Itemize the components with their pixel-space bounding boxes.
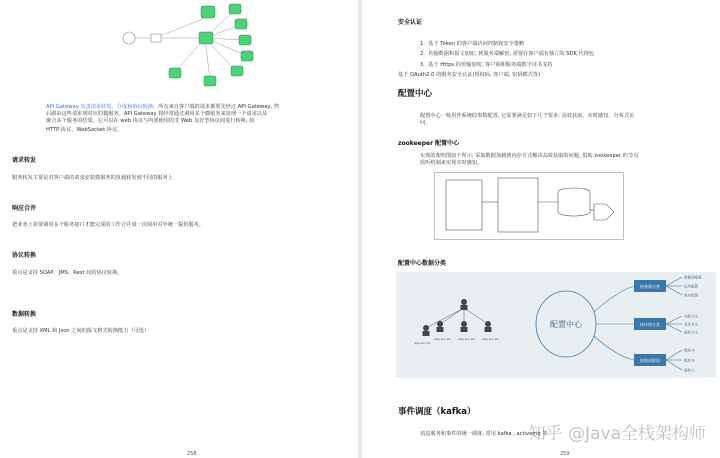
text-protocol-convert: 重点是支持 SOAP、JMS、Rest 间的协议转换。 xyxy=(12,270,123,276)
leaf-6: 监控开关 xyxy=(684,330,698,335)
gateway-text-line4: HTTP 协议、WebSocket 协议。 xyxy=(46,127,123,133)
page-number-left: 258 xyxy=(187,451,197,457)
leaf-7: 模块 A xyxy=(684,348,695,353)
kafka-body: 消息服务和事件的统一调度, 常用 kafka , activemq 等。 xyxy=(420,431,553,437)
auth-item-2: 2. 传输数据和报文加密, 到服务端解密, 需要在客户端有独立的 SDK 代理包 xyxy=(420,51,595,57)
gateway-text-line2: 后路由这些请求到对应的微服务。API Gateway 将经常通过调用多个微服务来处理一个请求以及 xyxy=(46,111,268,117)
app-label-4: app-svc-04 xyxy=(482,337,499,341)
config-body-1: 配置中心一般用作系统的参数配置, 它需要满足如下几个要求: 高效获取、实时感知、分布式访 xyxy=(420,113,635,119)
gateway-network-diagram xyxy=(115,0,295,100)
app-label-3: app-svc-03 xyxy=(458,337,475,341)
branch-3: 按集成阶段 xyxy=(640,358,660,363)
config-mindmap-diagram xyxy=(396,272,716,378)
zookeeper-architecture-diagram xyxy=(434,172,624,240)
heading-event-scheduling: 事件调度（kafka） xyxy=(398,407,476,417)
text-data-convert: 重点是支持 XML 和 Json 之间的报文格式转换能力（可选） xyxy=(12,328,150,334)
leaf-4: 功能开关 xyxy=(684,314,698,319)
branch-2: 按环境分类 xyxy=(640,322,660,327)
app-label-1: app-svc-01 xyxy=(414,341,431,345)
mindmap-center-label: 配置中心 xyxy=(550,320,582,329)
text-response-merge: 把业务上需要调用多个服务接口才能完成的工作合并成一次调用对外统一提供服务。 xyxy=(12,222,204,228)
heading-config-center: 配置中心 xyxy=(398,89,433,99)
leaf-8: 模块 B xyxy=(684,358,695,363)
heading-response-merge: 响应合并 xyxy=(12,205,37,212)
leaf-1: 数据库配置 xyxy=(684,275,702,280)
heading-data-convert: 数据转换 xyxy=(12,311,37,318)
leaf-5: 业务开关 xyxy=(684,322,698,327)
heading-protocol-convert: 协议转换 xyxy=(12,252,37,259)
leaf-3: 缓存配置 xyxy=(684,293,698,298)
heading-security-auth: 安全认证 xyxy=(398,19,423,26)
zk-body-1: 实现的架构图如下所示, 采取数据加载到内存方式解决高效获取的问题, 借助 zookeeper 的节点 xyxy=(420,153,639,159)
heading-config-classification: 配置中心数据分类 xyxy=(398,260,447,267)
auth-oauth: 基于 OAuth2.0 的服务安全认证(授权码, 客户端, 密码模式等) xyxy=(398,72,541,78)
heading-zookeeper: zookeeper 配置中心 xyxy=(398,140,460,147)
heading-request-forward: 请求转发 xyxy=(12,157,37,164)
text-request-forward: 服务转发主要是对客户端的请求安装微服务的负载转发到不同的服务上 xyxy=(12,175,173,181)
auth-item-3: 3. 基于 Https 的传输加密, 客户端和服务端数字证书支持 xyxy=(420,62,553,68)
right-page xyxy=(362,0,720,458)
app-label-2: app-svc-02 xyxy=(434,337,451,341)
leaf-2: 队列配置 xyxy=(684,284,698,289)
leaf-9: 模块 C xyxy=(684,368,695,373)
page-number-right: 259 xyxy=(560,451,570,457)
zhihu-watermark: 知乎 @Java全栈架构师 xyxy=(528,424,706,444)
config-body-2: 问。 xyxy=(420,120,431,126)
branch-1: 按来源分类 xyxy=(640,284,660,289)
auth-item-1: 1. 基于 Token 的客户端访问控制和安全策略 xyxy=(420,41,525,47)
gateway-text-line3: 聚合多个服务的结果。它可以在 web 协议与内部使用的非 Web 友好型协议间进行转换, 如 xyxy=(46,118,255,124)
left-page xyxy=(0,0,358,458)
zk-body-2: 监听机制来实现实时感知。 xyxy=(420,160,483,166)
gateway-text-line1: API Gateway 负责请求转发、合成和协议转换。所有来自客户端的请求都要先经过 API Gateway, 然 xyxy=(46,104,279,110)
